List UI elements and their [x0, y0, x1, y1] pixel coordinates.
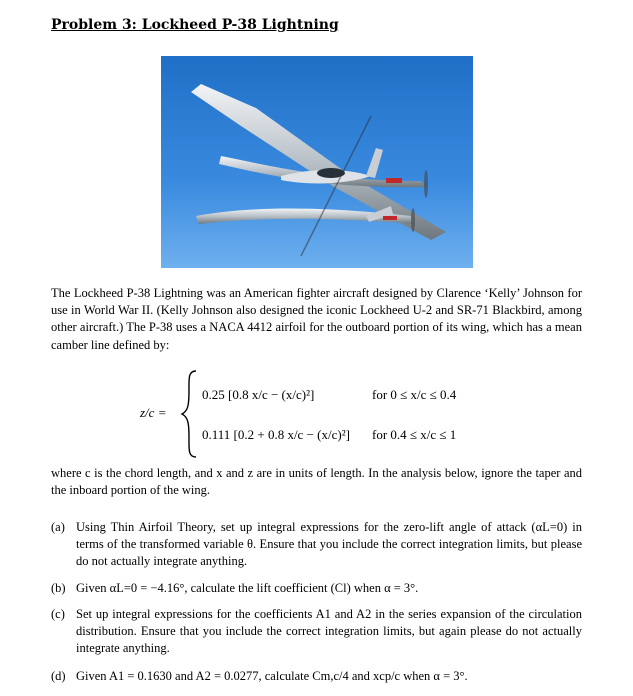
question-a-label: (a): [51, 520, 65, 534]
question-b-text: Given αL=0 = −4.16°, calculate the lift coefficient (Cl) when α = 3°.: [76, 581, 419, 595]
question-d: [51, 668, 582, 685]
question-d-label: (d): [51, 669, 66, 683]
equation-case-1: 0.25 [0.8 x/c − (x/c)²]: [202, 387, 315, 402]
question-c: [51, 606, 582, 658]
equation-lhs: z/c =: [140, 405, 167, 420]
post-equation-paragraph: where c is the chord length, and x and z are in units of length. In the analysis below, ignore the taper and the inboard portion of the wing.: [51, 466, 582, 498]
question-c-text: Set up integral expressions for the coefficients A1 and A2 in the series expansion of the circulation distribution. Ensure that you include the correct integration limits, but again please do not actually integrate anything.: [76, 607, 582, 656]
question-a-text: Using Thin Airfoil Theory, set up integral expressions for the zero-lift angle of attack (αL=0) in terms of the transformed variable θ. Ensure that you include the correct integration limits, but please do not actually integrate anything.: [76, 520, 582, 569]
equation-case-1-range: for 0 ≤ x/c ≤ 0.4: [372, 387, 457, 402]
question-c-label: (c): [51, 607, 65, 621]
camber-line-equation: [140, 369, 560, 461]
p38-aircraft-photo: [161, 56, 473, 268]
intro-paragraph: The Lockheed P-38 Lightning was an American fighter aircraft designed by Clarence ‘Kelly’ Johnson for use in World War II. (Kelly Johnson also designed the iconic Lockheed U-2 and SR-71 Blackbird, among other aircraft.) The P-38 uses a NACA 4412 airfoil for the outboard portion of its wing, which has a mean camber line defined by:: [51, 286, 582, 352]
question-b-label: (b): [51, 581, 66, 595]
question-a: [51, 519, 582, 571]
question-b: [51, 580, 582, 597]
left-brace-icon: [180, 369, 200, 459]
problem-title: Problem 3: Lockheed P-38 Lightning: [51, 17, 339, 33]
question-d-text: Given A1 = 0.1630 and A2 = 0.0277, calculate Cm,c/4 and xcp/c when α = 3°.: [76, 669, 468, 683]
aircraft-photo-icon: [161, 56, 473, 268]
equation-case-2-range: for 0.4 ≤ x/c ≤ 1: [372, 427, 457, 442]
equation-case-2: 0.111 [0.2 + 0.8 x/c − (x/c)²]: [202, 427, 350, 442]
